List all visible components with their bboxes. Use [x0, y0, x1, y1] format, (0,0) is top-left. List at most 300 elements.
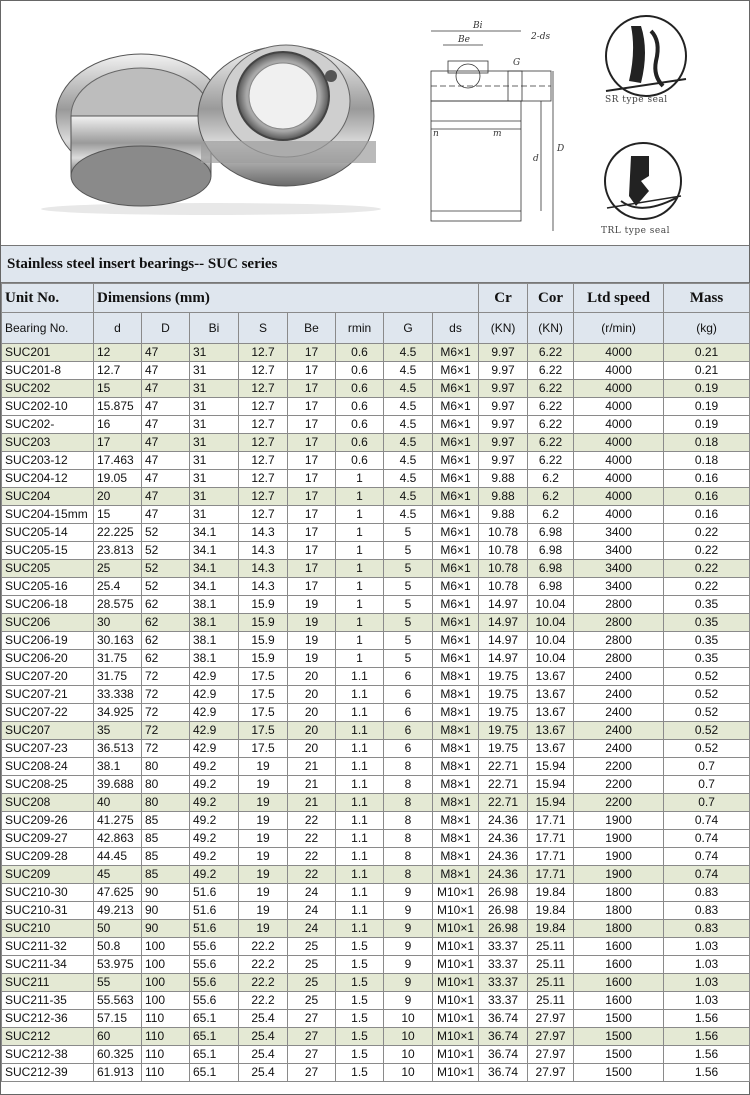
bearing-no-cell: SUC210	[2, 920, 94, 938]
table-cell: 2800	[574, 632, 664, 650]
table-cell: 1900	[574, 866, 664, 884]
table-cell: 0.7	[664, 758, 750, 776]
table-cell: 19	[239, 758, 288, 776]
table-cell: 22.71	[479, 776, 528, 794]
table-cell: 72	[142, 668, 190, 686]
table-body	[2, 344, 750, 1082]
table-cell: 10.78	[479, 524, 528, 542]
table-cell: 36.74	[479, 1028, 528, 1046]
table-cell: 1.1	[336, 668, 384, 686]
table-cell: 0.7	[664, 794, 750, 812]
table-cell: 47	[142, 362, 190, 380]
table-cell: 39.688	[94, 776, 142, 794]
table-cell: 22.2	[239, 956, 288, 974]
table-cell: 19.75	[479, 686, 528, 704]
table-cell: 1900	[574, 848, 664, 866]
table-cell: 24	[288, 902, 336, 920]
bearing-no-cell: SUC207-22	[2, 704, 94, 722]
table-cell: 17	[288, 344, 336, 362]
table-cell: M8×1	[433, 830, 479, 848]
table-cell: 6.98	[528, 524, 574, 542]
sr-seal-label: SR type seal	[605, 95, 668, 105]
table-cell: 6.98	[528, 578, 574, 596]
table-cell: 14.97	[479, 650, 528, 668]
table-cell: 23.813	[94, 542, 142, 560]
table-row	[2, 434, 750, 452]
bearing-no-cell: SUC212-38	[2, 1046, 94, 1064]
table-cell: 42.9	[190, 686, 239, 704]
table-cell: 10.04	[528, 650, 574, 668]
table-cell: 6.22	[528, 416, 574, 434]
table-row	[2, 650, 750, 668]
subheader-cell: Be	[288, 313, 336, 344]
table-cell: 12.7	[94, 362, 142, 380]
table-cell: 2400	[574, 704, 664, 722]
table-cell: 17.5	[239, 668, 288, 686]
table-cell: 9.97	[479, 434, 528, 452]
table-cell: 0.83	[664, 884, 750, 902]
table-cell: 13.67	[528, 668, 574, 686]
table-cell: 38.1	[190, 632, 239, 650]
subheader-cell: (KN)	[528, 313, 574, 344]
table-cell: 17	[288, 578, 336, 596]
table-cell: 80	[142, 794, 190, 812]
table-cell: 19.05	[94, 470, 142, 488]
table-cell: 1.1	[336, 830, 384, 848]
table-cell: M10×1	[433, 1064, 479, 1082]
table-cell: 1.5	[336, 974, 384, 992]
table-cell: 62	[142, 614, 190, 632]
table-cell: 41.275	[94, 812, 142, 830]
bearing-no-cell: SUC210-31	[2, 902, 94, 920]
table-cell: 13.67	[528, 722, 574, 740]
hero-section	[1, 1, 749, 246]
mass-header: Mass	[664, 284, 750, 313]
table-row	[2, 686, 750, 704]
table-cell: 22	[288, 812, 336, 830]
table-cell: 20	[288, 722, 336, 740]
table-cell: 2800	[574, 650, 664, 668]
table-cell: 0.52	[664, 686, 750, 704]
table-cell: 6.22	[528, 434, 574, 452]
table-cell: 47	[142, 488, 190, 506]
table-cell: 47	[142, 506, 190, 524]
bearing-no-cell: SUC207-21	[2, 686, 94, 704]
table-cell: 0.83	[664, 920, 750, 938]
table-cell: M8×1	[433, 722, 479, 740]
table-row	[2, 938, 750, 956]
table-cell: 34.925	[94, 704, 142, 722]
table-row	[2, 380, 750, 398]
table-cell: 12.7	[239, 344, 288, 362]
table-cell: 31	[190, 362, 239, 380]
table-cell: 17.71	[528, 812, 574, 830]
table-cell: M6×1	[433, 650, 479, 668]
table-cell: 9.97	[479, 452, 528, 470]
table-cell: 10.78	[479, 542, 528, 560]
table-cell: 12.7	[239, 470, 288, 488]
table-cell: 24	[288, 884, 336, 902]
table-cell: 0.6	[336, 452, 384, 470]
table-cell: 1.1	[336, 722, 384, 740]
table-cell: 55.6	[190, 938, 239, 956]
table-cell: 31.75	[94, 668, 142, 686]
table-cell: 17	[288, 452, 336, 470]
table-cell: 19.75	[479, 704, 528, 722]
table-cell: 5	[384, 596, 433, 614]
table-cell: 9	[384, 938, 433, 956]
table-cell: 2800	[574, 596, 664, 614]
table-cell: 17	[288, 560, 336, 578]
table-cell: M6×1	[433, 506, 479, 524]
table-cell: 42.863	[94, 830, 142, 848]
table-cell: 51.6	[190, 902, 239, 920]
table-row	[2, 758, 750, 776]
table-cell: 1	[336, 506, 384, 524]
table-cell: 1.03	[664, 956, 750, 974]
table-cell: 6.22	[528, 398, 574, 416]
table-cell: 12.7	[239, 434, 288, 452]
table-cell: 0.6	[336, 380, 384, 398]
bearing-no-cell: SUC206	[2, 614, 94, 632]
table-row	[2, 956, 750, 974]
table-cell: 6	[384, 722, 433, 740]
table-cell: 0.19	[664, 380, 750, 398]
table-cell: 8	[384, 848, 433, 866]
table-cell: 12.7	[239, 488, 288, 506]
table-row	[2, 812, 750, 830]
table-cell: 90	[142, 902, 190, 920]
table-cell: 10.78	[479, 560, 528, 578]
table-cell: 24.36	[479, 848, 528, 866]
table-cell: 1.5	[336, 1028, 384, 1046]
table-cell: 85	[142, 812, 190, 830]
table-row	[2, 398, 750, 416]
table-cell: 1.1	[336, 758, 384, 776]
table-cell: 0.52	[664, 668, 750, 686]
table-cell: 85	[142, 848, 190, 866]
table-cell: 60	[94, 1028, 142, 1046]
subheader-cell: G	[384, 313, 433, 344]
table-cell: 1500	[574, 1028, 664, 1046]
table-cell: 1.1	[336, 794, 384, 812]
table-cell: M8×1	[433, 668, 479, 686]
table-cell: 1800	[574, 884, 664, 902]
table-cell: 72	[142, 704, 190, 722]
table-cell: 0.6	[336, 434, 384, 452]
table-row	[2, 776, 750, 794]
table-cell: 27.97	[528, 1028, 574, 1046]
table-cell: 52	[142, 542, 190, 560]
table-cell: 4000	[574, 362, 664, 380]
table-cell: 9.97	[479, 344, 528, 362]
table-cell: 15	[94, 506, 142, 524]
bearing-no-cell: SUC207	[2, 722, 94, 740]
table-cell: 1.5	[336, 1046, 384, 1064]
table-cell: 6	[384, 740, 433, 758]
table-cell: 72	[142, 740, 190, 758]
svg-text:D: D	[557, 144, 565, 154]
table-cell: 27.97	[528, 1010, 574, 1028]
table-cell: 9	[384, 956, 433, 974]
table-cell: 25.4	[239, 1064, 288, 1082]
table-cell: 5	[384, 524, 433, 542]
table-cell: 100	[142, 956, 190, 974]
table-cell: 14.97	[479, 614, 528, 632]
table-cell: M6×1	[433, 380, 479, 398]
table-cell: 0.7	[664, 776, 750, 794]
table-cell: 0.6	[336, 416, 384, 434]
table-cell: M8×1	[433, 794, 479, 812]
table-cell: 1.1	[336, 776, 384, 794]
table-cell: 19.84	[528, 902, 574, 920]
table-cell: 65.1	[190, 1028, 239, 1046]
table-cell: 33.338	[94, 686, 142, 704]
table-cell: 9	[384, 992, 433, 1010]
svg-text:m: m	[493, 129, 502, 139]
table-cell: 6	[384, 668, 433, 686]
table-cell: 2200	[574, 794, 664, 812]
table-cell: 17.71	[528, 848, 574, 866]
table-cell: 57.15	[94, 1010, 142, 1028]
table-cell: 4.5	[384, 380, 433, 398]
subheader-cell: S	[239, 313, 288, 344]
table-cell: M8×1	[433, 758, 479, 776]
table-cell: 6.2	[528, 488, 574, 506]
table-cell: 19	[239, 884, 288, 902]
table-cell: 2200	[574, 776, 664, 794]
table-row	[2, 506, 750, 524]
table-row	[2, 416, 750, 434]
table-cell: 22.71	[479, 758, 528, 776]
table-cell: M10×1	[433, 956, 479, 974]
subheader-cell: ds	[433, 313, 479, 344]
table-cell: 31.75	[94, 650, 142, 668]
table-cell: 36.74	[479, 1010, 528, 1028]
table-cell: 1.03	[664, 974, 750, 992]
table-cell: 20	[288, 704, 336, 722]
bearing-no-cell: SUC205-16	[2, 578, 94, 596]
table-cell: 9	[384, 884, 433, 902]
table-cell: 10	[384, 1028, 433, 1046]
table-cell: 2400	[574, 686, 664, 704]
table-cell: 25	[288, 974, 336, 992]
subheader-cell: Bearing No.	[2, 313, 94, 344]
table-cell: 22.2	[239, 992, 288, 1010]
table-cell: 49.2	[190, 776, 239, 794]
table-cell: 19	[288, 596, 336, 614]
table-cell: 1.03	[664, 992, 750, 1010]
bearing-spec-table	[1, 283, 750, 1082]
table-cell: 47	[142, 344, 190, 362]
table-cell: M6×1	[433, 452, 479, 470]
table-cell: 17	[288, 380, 336, 398]
table-cell: 85	[142, 830, 190, 848]
table-cell: 6.2	[528, 506, 574, 524]
table-cell: 9.88	[479, 470, 528, 488]
table-cell: 4.5	[384, 452, 433, 470]
cor-header: Cor	[528, 284, 574, 313]
table-cell: 80	[142, 776, 190, 794]
dimensions-header: Dimensions (mm)	[94, 284, 479, 313]
table-cell: 19	[239, 776, 288, 794]
table-cell: 49.2	[190, 830, 239, 848]
table-cell: 14.3	[239, 578, 288, 596]
table-title: Stainless steel insert bearings-- SUC series	[1, 246, 749, 283]
table-cell: 24.36	[479, 830, 528, 848]
table-cell: 1.1	[336, 902, 384, 920]
table-cell: 65.1	[190, 1010, 239, 1028]
table-cell: M6×1	[433, 578, 479, 596]
table-cell: M10×1	[433, 992, 479, 1010]
table-cell: 25.4	[239, 1010, 288, 1028]
subheader-cell: d	[94, 313, 142, 344]
table-cell: 35	[94, 722, 142, 740]
table-row	[2, 542, 750, 560]
table-cell: M8×1	[433, 740, 479, 758]
table-cell: 9.97	[479, 362, 528, 380]
table-cell: 0.52	[664, 722, 750, 740]
subheader-cell: Bi	[190, 313, 239, 344]
table-cell: 17	[288, 470, 336, 488]
table-row	[2, 974, 750, 992]
table-cell: 1.1	[336, 920, 384, 938]
table-cell: 19	[288, 614, 336, 632]
table-cell: 0.19	[664, 398, 750, 416]
table-cell: 1.1	[336, 848, 384, 866]
table-cell: 19	[239, 830, 288, 848]
table-cell: M8×1	[433, 776, 479, 794]
table-cell: 19.84	[528, 920, 574, 938]
table-cell: 5	[384, 578, 433, 596]
bearing-no-cell: SUC209-26	[2, 812, 94, 830]
table-cell: 19	[288, 632, 336, 650]
table-cell: 9	[384, 920, 433, 938]
table-cell: 19.84	[528, 884, 574, 902]
table-row	[2, 488, 750, 506]
table-cell: 9	[384, 974, 433, 992]
table-cell: 52	[142, 524, 190, 542]
table-cell: 1.1	[336, 740, 384, 758]
table-cell: 17	[288, 434, 336, 452]
table-cell: 15.94	[528, 794, 574, 812]
table-cell: 42.9	[190, 722, 239, 740]
table-cell: 25.11	[528, 992, 574, 1010]
table-row	[2, 578, 750, 596]
table-cell: 4.5	[384, 488, 433, 506]
table-cell: M6×1	[433, 470, 479, 488]
table-cell: 0.16	[664, 506, 750, 524]
table-cell: 55.563	[94, 992, 142, 1010]
table-cell: 1.5	[336, 992, 384, 1010]
table-cell: 1.56	[664, 1010, 750, 1028]
table-cell: 17	[288, 488, 336, 506]
table-cell: 4.5	[384, 362, 433, 380]
subheader-cell: D	[142, 313, 190, 344]
table-cell: 27.97	[528, 1064, 574, 1082]
table-cell: 17.5	[239, 740, 288, 758]
table-cell: 5	[384, 614, 433, 632]
table-cell: 4.5	[384, 416, 433, 434]
table-row	[2, 362, 750, 380]
table-cell: 4.5	[384, 470, 433, 488]
table-cell: M6×1	[433, 416, 479, 434]
table-cell: 80	[142, 758, 190, 776]
table-cell: 0.52	[664, 704, 750, 722]
table-cell: 6	[384, 704, 433, 722]
table-cell: 27	[288, 1028, 336, 1046]
table-cell: 9.88	[479, 506, 528, 524]
bearing-no-cell: SUC211	[2, 974, 94, 992]
table-cell: 0.6	[336, 344, 384, 362]
table-cell: 12.7	[239, 362, 288, 380]
table-row	[2, 344, 750, 362]
svg-text:Be: Be	[458, 35, 470, 45]
table-cell: 1600	[574, 938, 664, 956]
table-cell: 12.7	[239, 506, 288, 524]
table-cell: 38.1	[94, 758, 142, 776]
table-cell: 4000	[574, 398, 664, 416]
table-cell: 0.22	[664, 578, 750, 596]
table-cell: 49.213	[94, 902, 142, 920]
table-cell: 36.74	[479, 1064, 528, 1082]
table-row	[2, 452, 750, 470]
table-cell: 21	[288, 794, 336, 812]
table-cell: M6×1	[433, 542, 479, 560]
table-cell: 10.04	[528, 632, 574, 650]
bearing-no-cell: SUC202-10	[2, 398, 94, 416]
table-cell: 2400	[574, 668, 664, 686]
table-cell: 49.2	[190, 848, 239, 866]
table-cell: 3400	[574, 578, 664, 596]
table-cell: 0.52	[664, 740, 750, 758]
table-cell: 15.94	[528, 776, 574, 794]
table-cell: 1	[336, 596, 384, 614]
table-cell: M10×1	[433, 920, 479, 938]
table-cell: 4.5	[384, 344, 433, 362]
table-cell: 6.22	[528, 452, 574, 470]
table-cell: 24.36	[479, 812, 528, 830]
bearing-no-cell: SUC211-34	[2, 956, 94, 974]
subheader-cell: rmin	[336, 313, 384, 344]
table-cell: 36.513	[94, 740, 142, 758]
table-cell: 12.7	[239, 452, 288, 470]
table-cell: 22.2	[239, 938, 288, 956]
table-cell: 4000	[574, 470, 664, 488]
table-cell: 38.1	[190, 650, 239, 668]
table-cell: 15.9	[239, 632, 288, 650]
table-cell: 9.97	[479, 416, 528, 434]
table-cell: 19	[239, 902, 288, 920]
bearing-no-cell: SUC205-14	[2, 524, 94, 542]
bearing-no-cell: SUC202	[2, 380, 94, 398]
table-cell: 1	[336, 542, 384, 560]
table-cell: 27.97	[528, 1046, 574, 1064]
table-cell: 25.11	[528, 956, 574, 974]
table-row	[2, 668, 750, 686]
table-cell: 17	[288, 506, 336, 524]
table-cell: 38.1	[190, 614, 239, 632]
table-cell: 27	[288, 1064, 336, 1082]
table-cell: 12.7	[239, 380, 288, 398]
table-cell: 6.22	[528, 380, 574, 398]
table-cell: 31	[190, 380, 239, 398]
table-cell: 47	[142, 416, 190, 434]
table-cell: 72	[142, 686, 190, 704]
bearing-no-cell: SUC201-8	[2, 362, 94, 380]
table-cell: 2200	[574, 758, 664, 776]
table-cell: 17.5	[239, 686, 288, 704]
